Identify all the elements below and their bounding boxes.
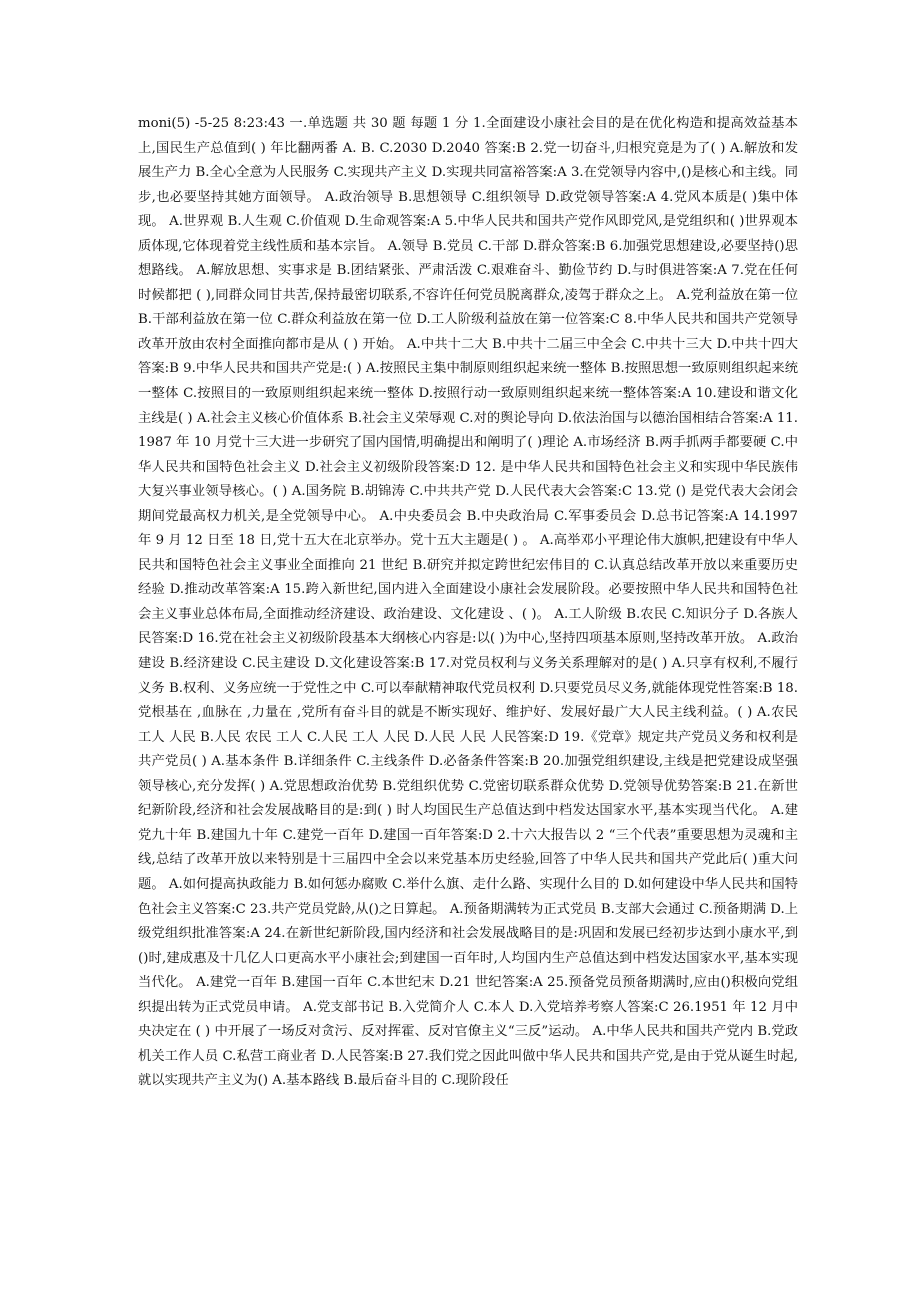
exam-text-body: moni(5) -5-25 8:23:43 一.单选题 共 30 题 每题 1 分 1.全面建设小康社会目的是在优化构造和提高效益基本上,国民生产总值到( ) 年比翻两番 A. B. C.2030 D.2040 答案:B 2.党一切奋斗,归根究竟是为了( ) A.解放和发展生产力 B.全心全意为人民服务 C.实现共产主义 D.实现共同富裕答案:A 3.在党领导内容中,()是核心和主线。同步,也必要坚持其她方面领导。 A.政治领导 B.思想领导 C.组织领导 D.政党领导答案:A 4.党风本质是( )集中体现。 A.世界观 B.人生观 C.价值观 D.生命观答案:A 5.中华人民共和国共产党作风即党风,是党组织和( )世界观本质体现,它体现着党主线性质和基本宗旨。 A.领导 B.党员 C.干部 D.群众答案:B 6.加强党思想建设,必要坚持()思想路线。 A.解放思想、实事求是 B.团结紧张、严肃活泼 C.艰难奋斗、勤俭节约 D.与时俱进答案:A 7.党在任何时候都把 ( ),同群众同甘共苦,保持最密切联系,不容许任何党员脱离群众,凌驾于群众之上。 A.党利益放在第一位 B.干部利益放在第一位 C.群众利益放在第一位 D.工人阶级利益放在第一位答案:C 8.中华人民共和国共产党领导改革开放由农村全面推向都市是从 ( ) 开始。 A.中共十二大 B.中共十二届三中全会 C.中共十三大 D.中共十四大答案:B 9.中华人民共和国共产党是:( ) A.按照民主集中制原则组织起来统一整体 B.按照思想一致原则组织起来统一整体 C.按照目的一致原则组织起来统一整体 D.按照行动一致原则组织起来统一整体答案:A 10.建设和谐文化主线是( ) A.社会主义核心价值体系 B.社会主义荣辱观 C.对的舆论导向 D.依法治国与以德治国相结合答案:A 11.1987 年 10 月党十三大进一步研究了国内国情,明确提出和阐明了( )理论 A.市场经济 B.两手抓两手都要硬 C.中华人民共和国特色社会主义 D.社会主义初级阶段答案:D 12. 是中华人民共和国特色社会主义和实现中华民族伟大复兴事业领导核心。( ) A.国务院 B.胡锦涛 C.中共共产党 D.人民代表大会答案:C 13.党 () 是党代表大会闭会期间党最高权力机关,是全党领导中心。 A.中央委员会 B.中央政治局 C.军事委员会 D.总书记答案:A 14.1997 年 9 月 12 日至 18 日,党十五大在北京举办。党十五大主题是( ) 。 A.高举邓小平理论伟大旗帜,把建设有中华人民共和国特色社会主义事业全面推向 21 世纪 B.研究并拟定跨世纪宏伟目的 C.认真总结改革开放以来重要历史经验 D.推动改革答案:A 15.跨入新世纪,国内进入全面建设小康社会发展阶段。必要按照中华人民共和国特色社会主义事业总体布局,全面推动经济建设、政治建设、文化建设 、( )。 A.工人阶级 B.农民 C.知识分子 D.各族人民答案:D 16.党在社会主义初级阶段基本大纲核心内容是:以( )为中心,坚持四项基本原则,坚持改革开放。 A.政治建设 B.经济建设 C.民主建设 D.文化建设答案:B 17.对党员权利与义务关系理解对的是( ) A.只享有权利,不履行义务 B.权利、义务应统一于党性之中 C.可以奉献精神取代党员权利 D.只要党员尽义务,就能体现党性答案:B 18.党根基在 ,血脉在 ,力量在 ,党所有奋斗目的就是不断实现好、维护好、发展好最广大人民主线利益。( ) A.农民 工人 人民 B.人民 农民 工人 C.人民 工人 人民 D.人民 人民 人民答案:D 19.《党章》规定共产党员义务和权利是共产党员( ) A.基本条件 B.详细条件 C.主线条件 D.必备条件答案:B 20.加强党组织建设,主线是把党建设成坚强领导核心,充分发挥( ) A.党思想政治优势 B.党组织优势 C.党密切联系群众优势 D.党领导优势答案:B 21.在新世纪新阶段,经济和社会发展战略目的是:到( ) 时人均国民生产总值达到中档发达国家水平,基本实现当代化。 A.建党九十年 B.建国九十年 C.建党一百年 D.建国一百年答案:D 2.十六大报告以 2 “三个代表”重要思想为灵魂和主线,总结了改革开放以来特别是十三届四中全会以来党基本历史经验,回答了中华人民共和国共产党此后( )重大问题。 A.如何提高执政能力 B.如何惩办腐败 C.举什么旗、走什么路、实现什么目的 D.如何建设中华人民共和国特色社会主义答案:C 23.共产党员党龄,从()之日算起。 A.预备期满转为正式党员 B.支部大会通过 C.预备期满 D.上级党组织批准答案:A 24.在新世纪新阶段,国内经济和社会发展战略目的是:巩固和发展已经初步达到小康水平,到()时,建成惠及十几亿人口更高水平小康社会;到建国一百年时,人均国内生产总值达到中档发达国家水平,基本实现当代化。 A.建党一百年 B.建国一百年 C.本世纪末 D.21 世纪答案:A 25.预备党员预备期满时,应由()积极向党组织提出转为正式党员申请。 A.党支部书记 B.入党简介人 C.本人 D.入党培养考察人答案:C 26.1951 年 12 月中央决定在 ( ) 中开展了一场反对贪污、反对挥霍、反对官僚主义“三反”运动。 A.中华人民共和国共产党内 B.党政机关工作人员 C.私营工商业者 D.人民答案:B 27.我们党之因此叫做中华人民共和国共产党,是由于党从诞生时起,就以实现共产主义为() A.基本路线 B.最后奋斗目的 C.现阶段任 [138,116,798,1089]
